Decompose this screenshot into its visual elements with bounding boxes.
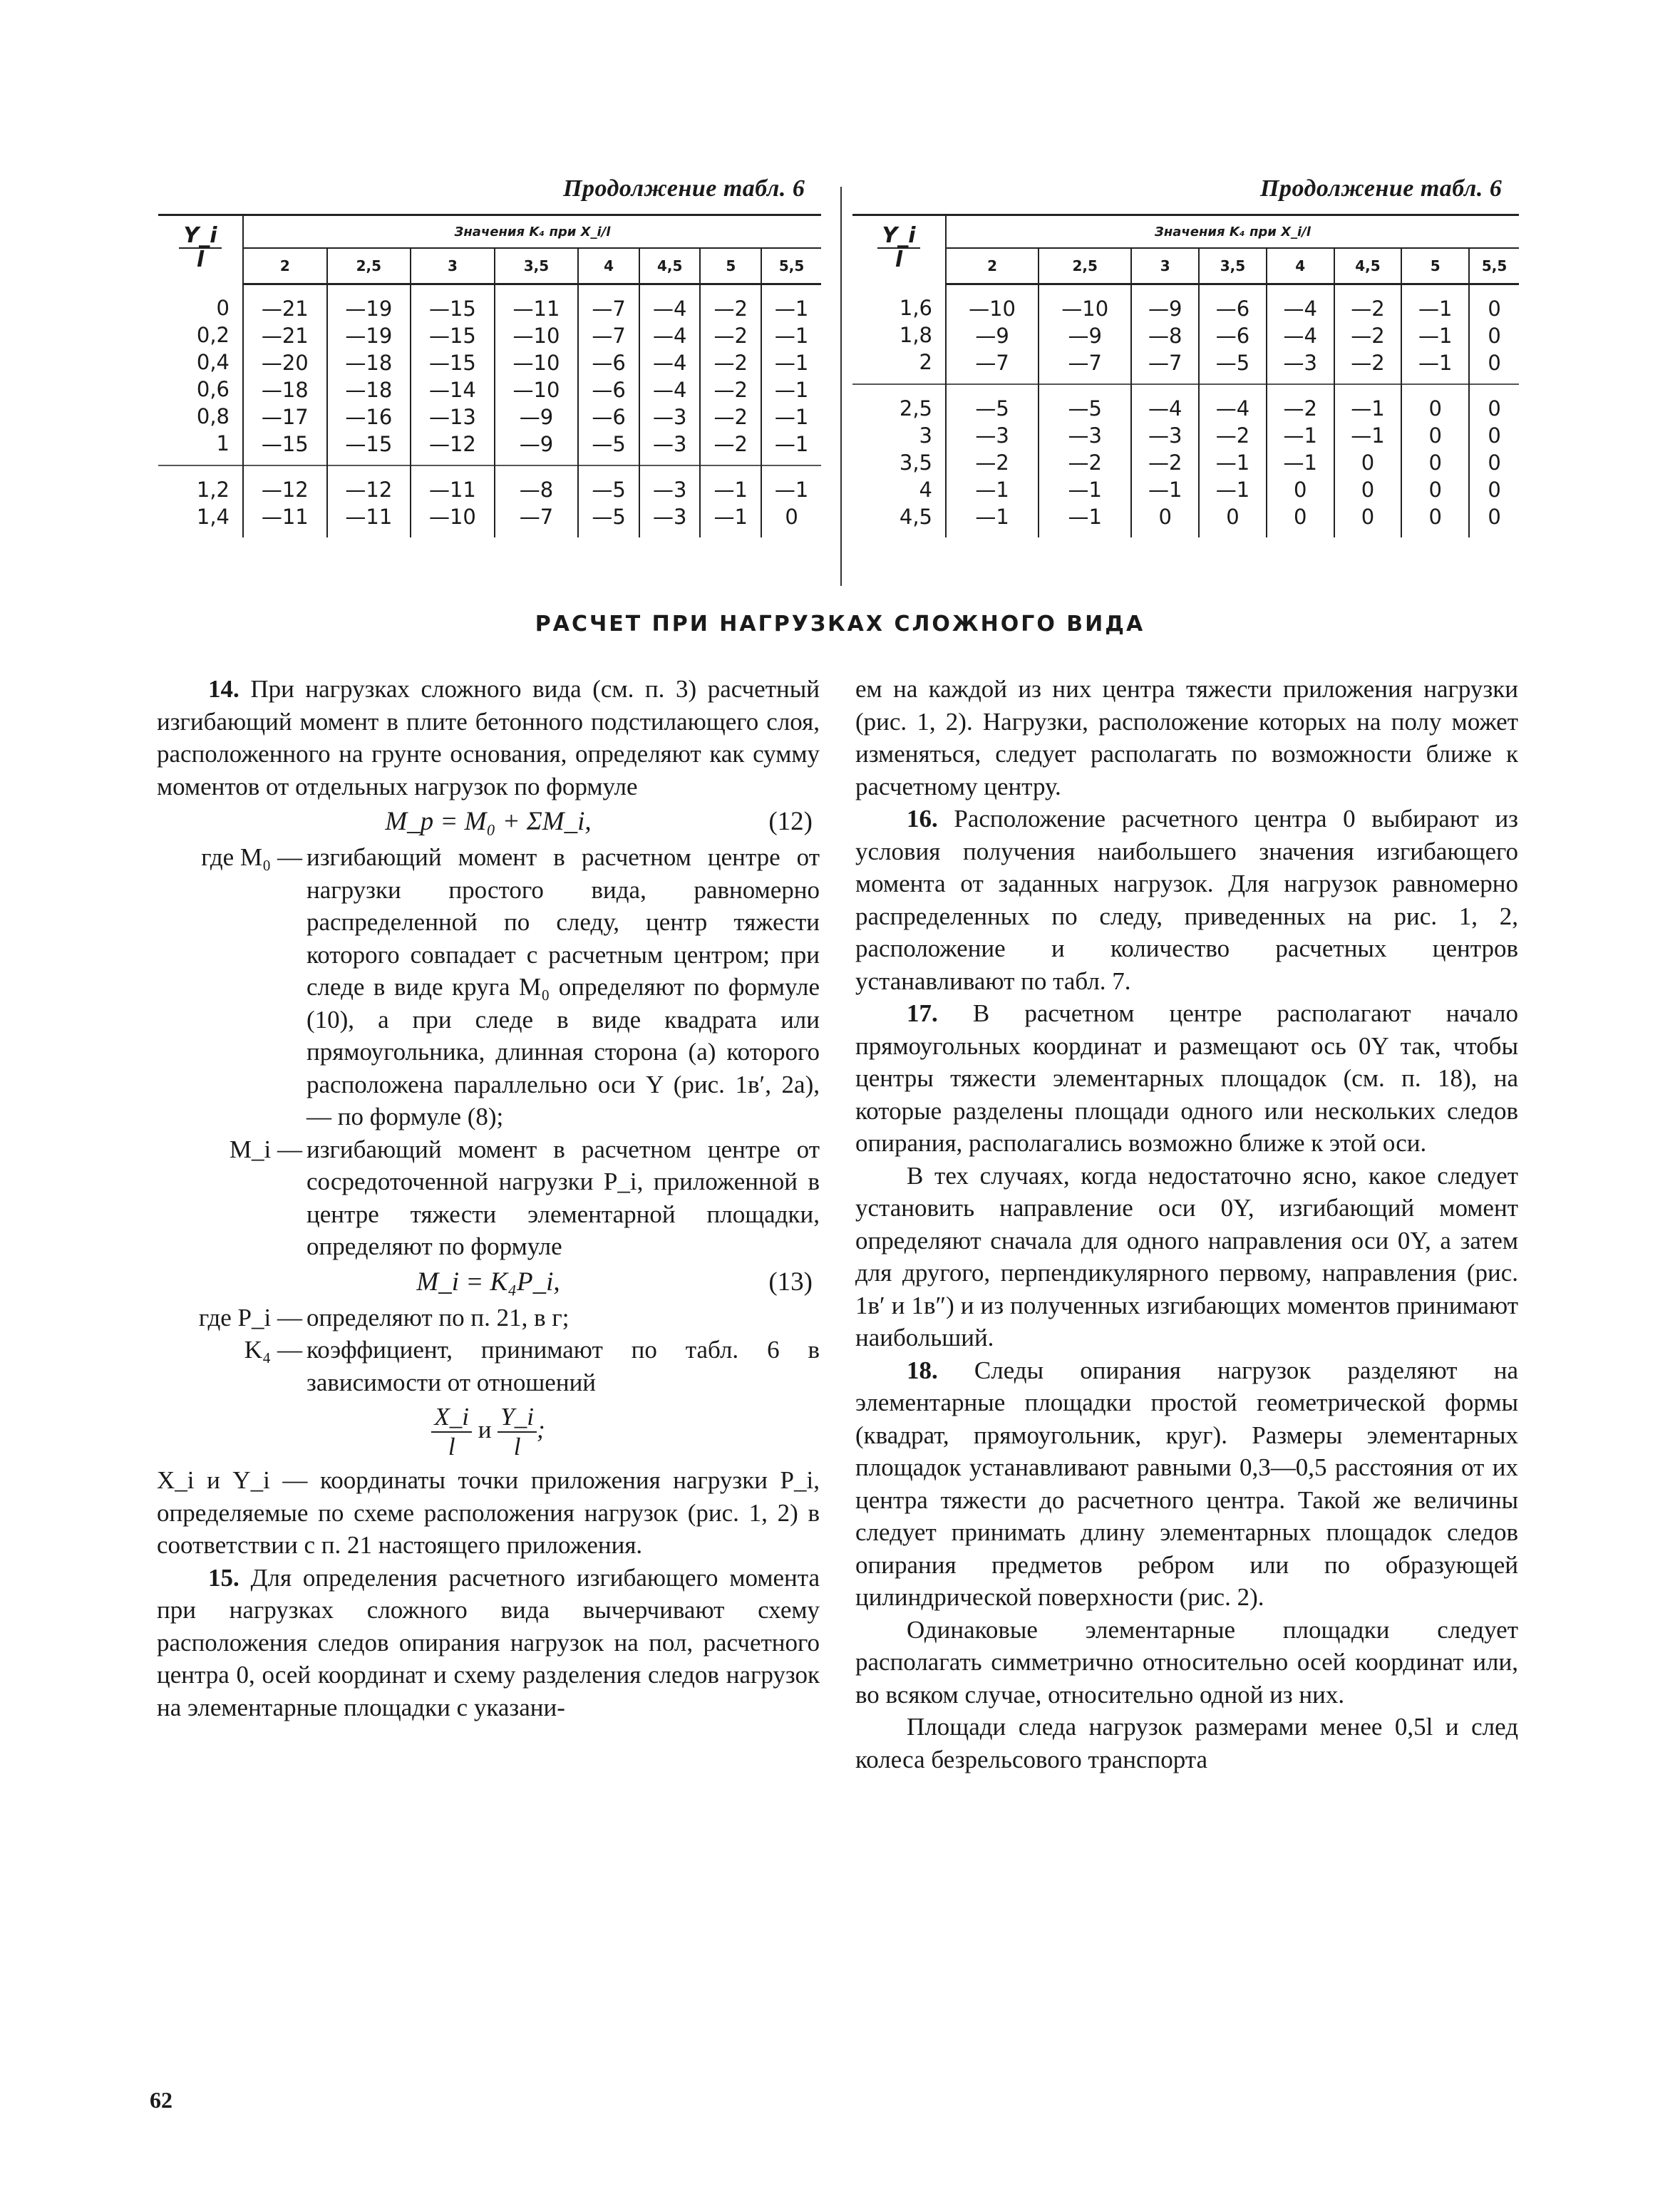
definition-pi	[157, 1302, 820, 1334]
paragraph-text: В расчетном центре располагают начало прямоугольных координат и размещают ось 0Y так, чтобы центры тяжести элементарных площадок (см. п. 18), на которые разделены площади одного или нескольких следов опирания, располагались возможно ближе к этой оси.	[855, 999, 1518, 1157]
x-ratio-header: 3,5	[1199, 248, 1267, 284]
y-value: 0	[216, 295, 230, 320]
k4-value: —18	[261, 378, 309, 402]
k4-value: —2	[713, 324, 748, 348]
definition-mi	[157, 1133, 820, 1263]
definition-label: где P_i —	[198, 1303, 302, 1332]
k4-value: —2	[1215, 423, 1250, 448]
definition-m0	[157, 841, 820, 1133]
k4-value: 0	[1428, 450, 1442, 475]
definition-text: коэффициент, принимают по табл. 6 в зависимости от отношений	[306, 1336, 820, 1396]
k4-value: —1	[1283, 450, 1317, 475]
numerator: X_i	[431, 1403, 472, 1433]
k4-value: —15	[345, 432, 393, 456]
k4-value: —2	[1351, 297, 1385, 321]
table-row-group	[158, 465, 821, 537]
k4-values-cell	[243, 465, 327, 537]
k4-value: 0	[1488, 423, 1501, 448]
k4-value: —10	[512, 351, 560, 375]
y-value: 2,5	[899, 396, 932, 421]
header-row	[158, 215, 821, 249]
k4-value: —18	[345, 378, 393, 402]
k4-value: 0	[1488, 396, 1501, 421]
k4-value: —2	[713, 432, 748, 456]
x-ratio-header: 2	[946, 248, 1039, 284]
y-value: 1,2	[196, 478, 230, 502]
formula-text: M_i = K₄P_i,	[416, 1267, 560, 1297]
paragraph-xy: X_i и Y_i — координаты точки приложения нагрузки P_i, определяемые по схеме расположения нагрузок (рис. 1, 2) в соответствии с п. 21 настоящего приложения.	[157, 1466, 820, 1559]
k4-value: —4	[1215, 396, 1250, 421]
left-text-column	[157, 673, 820, 1724]
k4-value: —3	[652, 405, 687, 429]
k4-value: —5	[592, 478, 626, 502]
y-ratio-numerator: Y_i	[877, 225, 919, 249]
k4-value: 0	[1488, 505, 1501, 529]
paragraph-number: 16.	[907, 805, 938, 833]
k4-value: —6	[1215, 297, 1250, 321]
k4-value: —1	[1351, 423, 1385, 448]
definition-label: K₄ —	[244, 1336, 302, 1364]
k4-value: —7	[975, 351, 1009, 375]
k4-value: —11	[261, 505, 309, 529]
k4-value: —6	[1215, 324, 1250, 348]
k4-value: 0	[1293, 505, 1307, 529]
k4-value: —1	[774, 405, 809, 429]
k4-value: 0	[1361, 478, 1375, 502]
k4-values-cell	[1199, 284, 1267, 385]
k4-value: —8	[1148, 324, 1182, 348]
k4-value: —1	[774, 297, 809, 321]
ratio-formula	[157, 1403, 820, 1461]
k4-value: —15	[428, 297, 476, 321]
k4-value: —9	[1148, 297, 1182, 321]
definition-label: где M₀ —	[201, 843, 302, 871]
denominator: l	[448, 1433, 455, 1461]
definition-text: изгибающий момент в расчетном центре от нагрузки простого вида, равномерно распределенной по следу, центр тяжести которого совпадает с расчетным центром; при следе в виде круга M₀ определяют по формуле (10), а при следе в виде квадрата или прямоугольника, длинная сторона (a) которого расположена параллельно оси Y (рис. 1в′, 2а), — по формуле (8);	[306, 843, 820, 1130]
x-ratio-header: 4	[578, 248, 639, 284]
k4-value: 0	[1361, 505, 1375, 529]
k4-value: —5	[592, 432, 626, 456]
k4-value: —3	[1283, 351, 1317, 375]
k4-value: —16	[345, 405, 393, 429]
k4-value: 0	[785, 505, 798, 529]
x-ratio-header: 4,5	[639, 248, 701, 284]
paragraph-18b: Одинаковые элементарные площадки следует располагать симметрично относительно осей координат или, во всяком случае, относительно одной из них.	[855, 1615, 1518, 1709]
k4-value: 0	[1488, 324, 1501, 348]
y-value: 4	[919, 478, 932, 502]
k4-value: —11	[345, 505, 393, 529]
paragraph-15	[157, 1562, 820, 1724]
k4-value: —1	[774, 478, 809, 502]
k4-value: —4	[1148, 396, 1182, 421]
k4-values-cell	[639, 465, 701, 537]
k4-value: —1	[713, 505, 748, 529]
formula-13	[157, 1263, 820, 1302]
y-value: 0,8	[196, 403, 230, 428]
k4-value: —1	[1215, 478, 1250, 502]
k4-value: —2	[1351, 324, 1385, 348]
paragraph-17b: В тех случаях, когда недостаточно ясно, какое следует установить направление оси 0Y, изгибающий момент определяют сначала для одного направления оси 0Y, а затем для другого, перпендикулярного первому, направления (рис. 1в′ и 1в″) и из полученных изгибающих моментов принимают наибольший.	[855, 1161, 1518, 1351]
k4-value: 0	[1488, 351, 1501, 375]
formula-text: M_р = M₀ + ΣM_i,	[385, 807, 592, 836]
table-row-group	[852, 384, 1519, 537]
k4-values-cell	[327, 284, 411, 466]
k4-values-cell	[578, 284, 639, 466]
y-value: 0,2	[196, 322, 230, 347]
k4-values-cell	[700, 284, 761, 466]
y-ratio-header	[158, 215, 243, 284]
table-caption-right: Продолжение табл. 6	[1260, 175, 1503, 202]
x-ratio-header: 5	[1401, 248, 1469, 284]
k4-value: 0	[1488, 297, 1501, 321]
k4-value: —1	[1215, 450, 1250, 475]
paragraph-text: Для определения расчетного изгибающего момента при нагрузках сложного вида вычерчивают схему расположения следов опирания нагрузок на пол, расчетного центра 0, осей координат и схему разделения следов нагрузок на элементарные площадки с указани-	[157, 1563, 820, 1721]
k4-super-header: Значения K₄ при X_i/l	[946, 215, 1519, 249]
paragraph-16	[855, 803, 1518, 997]
k4-value: —3	[1148, 423, 1182, 448]
k4-value: —7	[592, 297, 626, 321]
conjunction: и	[478, 1416, 492, 1444]
table-row-group	[158, 284, 821, 466]
paragraph-18c: Площади следа нагрузок размерами менее 0,5l и след колеса безрельсового транспорта	[855, 1713, 1518, 1773]
paragraph-15-continued: ем на каждой из них центра тяжести приложения нагрузки (рис. 1, 2). Нагрузки, расположение которых на полу может изменяться, следует располагать по возможности ближе к расчетному центру.	[855, 675, 1518, 800]
x-ratio-header: 2,5	[1039, 248, 1131, 284]
k4-value: —12	[345, 478, 393, 502]
x-ratio-header-row	[158, 248, 821, 284]
table-row-group	[852, 284, 1519, 385]
y-value: 1,6	[899, 295, 932, 320]
k4-value: 0	[1428, 505, 1442, 529]
k4-value: —21	[261, 297, 309, 321]
k4-values-cell	[946, 284, 1039, 385]
k4-value: —5	[1215, 351, 1250, 375]
numerator: Y_i	[498, 1403, 537, 1433]
k4-value: —2	[713, 405, 748, 429]
k4-value: —10	[512, 378, 560, 402]
paragraph-17	[855, 997, 1518, 1160]
k4-value: —6	[592, 351, 626, 375]
equation-number: (13)	[768, 1267, 813, 1297]
y-ratio-denominator: l	[196, 247, 205, 272]
k4-values-cell	[243, 284, 327, 466]
k4-value: —17	[261, 405, 309, 429]
k4-value: —7	[1148, 351, 1182, 375]
k4-value: 0	[1488, 478, 1501, 502]
definition-text: определяют по п. 21, в г;	[306, 1303, 570, 1332]
k4-value: —1	[1418, 297, 1453, 321]
k4-value: —1	[1148, 478, 1182, 502]
k4-value: —15	[428, 324, 476, 348]
k4-value: —2	[1283, 396, 1317, 421]
fraction-y	[498, 1403, 537, 1461]
k4-value: —2	[713, 378, 748, 402]
k4-value: 0	[1158, 505, 1172, 529]
k4-value: —7	[1068, 351, 1102, 375]
k4-value: —19	[345, 297, 393, 321]
k4-value: —1	[1418, 324, 1453, 348]
x-ratio-header: 4,5	[1334, 248, 1402, 284]
k4-values-cell	[1131, 384, 1199, 537]
equation-number: (12)	[768, 807, 813, 836]
k4-values-cell	[495, 284, 579, 466]
k4-values-cell	[1039, 384, 1131, 537]
k4-values-cell	[639, 284, 701, 466]
k4-values-cell	[1267, 284, 1334, 385]
k4-values-cell	[411, 465, 495, 537]
k4-value: —2	[1148, 450, 1182, 475]
k4-value: —3	[652, 432, 687, 456]
header-row	[852, 215, 1519, 249]
k4-values-cell	[1039, 284, 1131, 385]
fraction-x	[431, 1403, 472, 1461]
k4-values-cell	[578, 465, 639, 537]
k4-values-cell	[495, 465, 579, 537]
k4-value: —4	[1283, 297, 1317, 321]
k4-value: —9	[519, 405, 554, 429]
k4-values-cell	[1334, 384, 1402, 537]
y-ratio-header	[852, 215, 946, 284]
k4-value: —4	[1283, 324, 1317, 348]
k4-value: —7	[519, 505, 554, 529]
x-ratio-header: 4	[1267, 248, 1334, 284]
paragraph-14	[157, 673, 820, 803]
definition-label: M_i —	[229, 1135, 302, 1163]
definition-text: изгибающий момент в расчетном центре от сосредоточенной нагрузки P_i, приложенной в центре тяжести элементарной площадки, определяют по формуле	[306, 1135, 820, 1260]
k4-values-cell	[1267, 384, 1334, 537]
k4-values-cell	[761, 465, 821, 537]
k4-value: —11	[428, 478, 476, 502]
page-number: 62	[150, 2087, 172, 2113]
k4-value: —8	[519, 478, 554, 502]
y-value: 4,5	[899, 505, 932, 529]
denominator: l	[513, 1433, 521, 1461]
y-value: 0,4	[196, 349, 230, 374]
k4-value: —10	[428, 505, 476, 529]
k4-value: —2	[1351, 351, 1385, 375]
y-value: 1,4	[196, 505, 230, 529]
k4-value: —5	[1068, 396, 1102, 421]
y-values-cell	[158, 284, 243, 466]
y-values-cell	[852, 284, 946, 385]
k4-value: —15	[261, 432, 309, 456]
x-ratio-header: 2	[243, 248, 327, 284]
k4-value: —1	[774, 432, 809, 456]
k4-value: —2	[1068, 450, 1102, 475]
k4-value: —13	[428, 405, 476, 429]
k4-values-cell	[327, 465, 411, 537]
k4-value: —9	[975, 324, 1009, 348]
k4-table-right	[852, 214, 1519, 537]
k4-value: —1	[713, 478, 748, 502]
k4-values-cell	[761, 284, 821, 466]
x-ratio-header: 5,5	[1469, 248, 1519, 284]
k4-value: —1	[774, 324, 809, 348]
x-ratio-header: 3	[411, 248, 495, 284]
k4-values-cell	[1469, 284, 1519, 385]
k4-value: —12	[261, 478, 309, 502]
k4-value: —3	[652, 505, 687, 529]
section-heading: РАСЧЕТ ПРИ НАГРУЗКАХ СЛОЖНОГО ВИДА	[535, 612, 1145, 637]
k4-values-cell	[1469, 384, 1519, 537]
k4-value: —19	[345, 324, 393, 348]
k4-value: —3	[652, 478, 687, 502]
k4-values-cell	[1401, 284, 1469, 385]
k4-values-cell	[1334, 284, 1402, 385]
y-value: 3,5	[899, 450, 932, 475]
k4-value: —5	[975, 396, 1009, 421]
k4-value: —6	[592, 405, 626, 429]
paragraph-18	[855, 1354, 1518, 1614]
k4-value: —10	[1061, 297, 1109, 321]
y-values-cell	[158, 465, 243, 537]
y-value: 0,6	[196, 376, 230, 401]
k4-value: —1	[1068, 505, 1102, 529]
k4-value: —21	[261, 324, 309, 348]
k4-value: 0	[1488, 450, 1501, 475]
k4-value: —2	[713, 297, 748, 321]
k4-value: —1	[1283, 423, 1317, 448]
paragraph-number: 17.	[907, 999, 938, 1027]
y-value: 1,8	[899, 322, 932, 347]
x-ratio-header: 2,5	[327, 248, 411, 284]
k4-value: —2	[713, 351, 748, 375]
k4-value: —10	[969, 297, 1016, 321]
k4-values-cell	[946, 384, 1039, 537]
definition-k4	[157, 1334, 820, 1399]
k4-value: 0	[1226, 505, 1240, 529]
k4-value: —3	[975, 423, 1009, 448]
k4-super-header: Значения K₄ при X_i/l	[243, 215, 821, 249]
k4-value: —1	[774, 351, 809, 375]
k4-value: —20	[261, 351, 309, 375]
paragraph-number: 14.	[208, 675, 239, 703]
y-values-cell	[852, 384, 946, 537]
x-ratio-header-row	[852, 248, 1519, 284]
k4-values-cell	[1199, 384, 1267, 537]
paragraph-number: 18.	[907, 1356, 938, 1384]
k4-value: —15	[428, 351, 476, 375]
k4-value: —1	[1351, 396, 1385, 421]
paragraph-text: Следы опирания нагрузок разделяют на элементарные площадки простой геометрической формы (квадрат, прямоугольник, круг). Размеры элементарных площадок устанавливают равными 0,3—0,5 расстояния от их центра тяжести до расчетного центра. Такой же величины следует принимать длину элементарных площадок следов опирания предметов ребром или по образующей цилиндрической поверхности (рис. 2).	[855, 1356, 1518, 1611]
table-caption-left: Продолжение табл. 6	[563, 175, 805, 202]
y-value: 2	[919, 349, 932, 374]
k4-value: 0	[1428, 478, 1442, 502]
y-value: 1	[216, 431, 230, 455]
k4-value: —1	[1418, 351, 1453, 375]
k4-value: —4	[652, 351, 687, 375]
k4-table-left	[158, 214, 821, 537]
k4-value: —12	[428, 432, 476, 456]
k4-value: —2	[975, 450, 1009, 475]
y-ratio-denominator: l	[895, 247, 903, 272]
y-value: 3	[919, 423, 932, 448]
punctuation: ;	[536, 1416, 545, 1444]
k4-value: —9	[1068, 324, 1102, 348]
x-ratio-header: 5	[700, 248, 761, 284]
column-divider	[840, 187, 842, 586]
k4-values-cell	[1131, 284, 1199, 385]
formula-12	[157, 803, 820, 841]
k4-values-cell	[411, 284, 495, 466]
k4-value: —1	[1068, 478, 1102, 502]
y-ratio-numerator: Y_i	[179, 225, 221, 249]
k4-value: —6	[592, 378, 626, 402]
k4-value: —7	[592, 324, 626, 348]
k4-value: 0	[1428, 423, 1442, 448]
k4-value: —4	[652, 378, 687, 402]
k4-value: —3	[1068, 423, 1102, 448]
k4-value: —10	[512, 324, 560, 348]
k4-value: —4	[652, 324, 687, 348]
k4-value: 0	[1361, 450, 1375, 475]
k4-value: —1	[975, 505, 1009, 529]
k4-value: 0	[1428, 396, 1442, 421]
paragraph-text: Расположение расчетного центра 0 выбирают из условия получения наибольшего значения изгибающего момента от заданных нагрузок. Для нагрузок равномерно распределенных по следу, приведенных на рис. 1, 2, расположение и количество расчетных центров устанавливают по табл. 7.	[855, 805, 1519, 995]
right-text-column	[855, 673, 1518, 1776]
k4-values-cell	[700, 465, 761, 537]
k4-value: —5	[592, 505, 626, 529]
k4-value: —14	[428, 378, 476, 402]
k4-value: —1	[774, 378, 809, 402]
paragraph-text: При нагрузках сложного вида (см. п. 3) расчетный изгибающий момент в плите бетонного подстилающего слоя, расположенного на грунте основания, определяют как сумму моментов от отдельных нагрузок по формуле	[157, 675, 820, 800]
x-ratio-header: 5,5	[761, 248, 821, 284]
k4-value: —9	[519, 432, 554, 456]
k4-values-cell	[1401, 384, 1469, 537]
x-ratio-header: 3	[1131, 248, 1199, 284]
x-ratio-header: 3,5	[495, 248, 579, 284]
k4-value: —4	[652, 297, 687, 321]
k4-value: —1	[975, 478, 1009, 502]
k4-value: 0	[1293, 478, 1307, 502]
k4-value: —11	[512, 297, 560, 321]
k4-value: —18	[345, 351, 393, 375]
paragraph-number: 15.	[208, 1563, 239, 1592]
